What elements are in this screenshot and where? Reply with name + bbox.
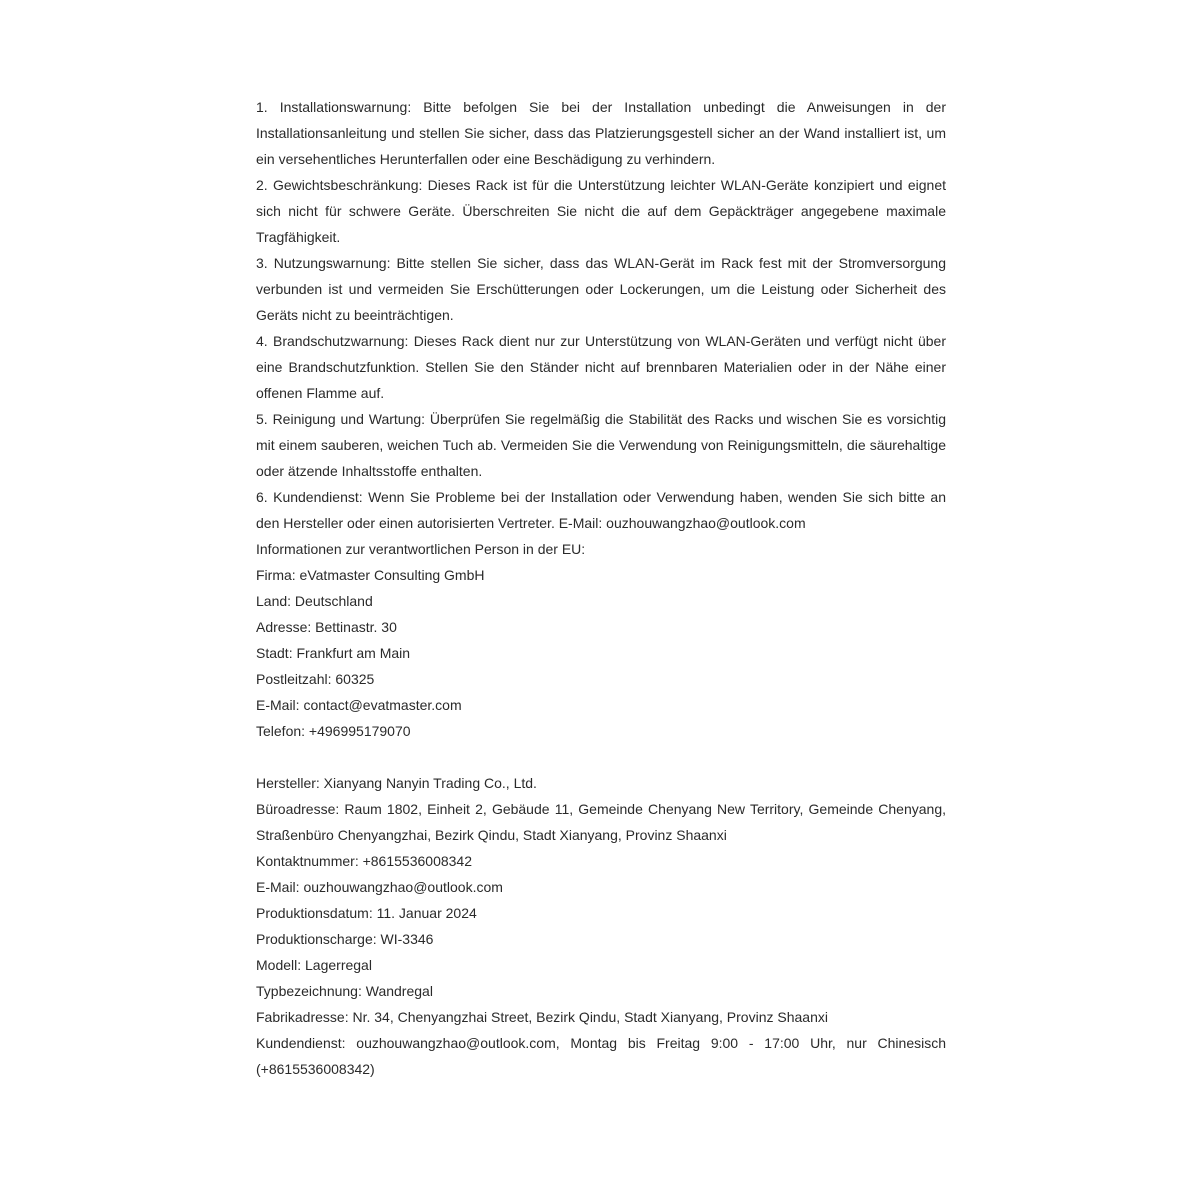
manufacturer-email: E-Mail: ouzhouwangzhao@outlook.com — [256, 879, 503, 895]
usage-warning: 3. Nutzungswarnung: Bitte stellen Sie sicher, dass das WLAN-Gerät im Rack fest mit der Stromversorgung verbunden ist und vermeiden Sie Erschütterungen oder Lockerungen, um die Leistung oder Sicherheit des Geräts nicht zu beeinträchtigen. — [256, 255, 946, 323]
model: Modell: Lagerregal — [256, 957, 372, 973]
fire-protection-warning: 4. Brandschutzwarnung: Dieses Rack dient nur zur Unterstützung von WLAN-Geräten und verfügt nicht über eine Brandschutzfunktion. Stellen Sie den Ständer nicht auf brennbaren Materialien oder in der Nähe einer offenen Flamme auf. — [256, 333, 946, 401]
section-spacer — [256, 744, 946, 770]
eu-postleitzahl: Postleitzahl: 60325 — [256, 671, 375, 687]
customer-service-note: 6. Kundendienst: Wenn Sie Probleme bei der Installation oder Verwendung haben, wenden Sie sich bitte an den Hersteller oder einen autorisierten Vertreter. E-Mail: ouzhouwangzhao@outlook.com — [256, 489, 946, 531]
eu-telefon: Telefon: +496995179070 — [256, 723, 411, 739]
factory-address: Fabrikadresse: Nr. 34, Chenyangzhai Street, Bezirk Qindu, Stadt Xianyang, Provinz Shaanxi — [256, 1009, 828, 1025]
installation-warning: 1. Installationswarnung: Bitte befolgen Sie bei der Installation unbedingt die Anweisungen in der Installationsanleitung und stellen Sie sicher, dass das Platzierungsgestell sicher an der Wand installiert ist, um ein versehentliches Herunterfallen oder eine Beschädigung zu verhindern. — [256, 99, 946, 167]
type-designation: Typbezeichnung: Wandregal — [256, 983, 433, 999]
eu-person-heading: Informationen zur verantwortlichen Person in der EU: — [256, 541, 586, 557]
eu-email: E-Mail: contact@evatmaster.com — [256, 697, 462, 713]
manufacturer-office-address: Büroadresse: Raum 1802, Einheit 2, Gebäude 11, Gemeinde Chenyang New Territory, Gemeinde Chenyang, Straßenbüro Chenyangzhai, Bezirk Qindu, Stadt Xianyang, Provinz Shaanxi — [256, 801, 946, 843]
eu-adresse: Adresse: Bettinastr. 30 — [256, 619, 397, 635]
manufacturer-customer-service: Kundendienst: ouzhouwangzhao@outlook.com, Montag bis Freitag 9:00 - 17:00 Uhr, nur Chinesisch (+8615536008342) — [256, 1035, 946, 1077]
manufacturer-name: Hersteller: Xianyang Nanyin Trading Co., Ltd. — [256, 775, 537, 791]
eu-stadt: Stadt: Frankfurt am Main — [256, 645, 411, 661]
document-body — [256, 94, 946, 1082]
eu-land: Land: Deutschland — [256, 593, 373, 609]
manufacturer-contact-number: Kontaktnummer: +8615536008342 — [256, 853, 472, 869]
production-batch: Produktionscharge: WI-3346 — [256, 931, 434, 947]
cleaning-maintenance-note: 5. Reinigung und Wartung: Überprüfen Sie regelmäßig die Stabilität des Racks und wischen Sie es vorsichtig mit einem sauberen, weichen Tuch ab. Vermeiden Sie die Verwendung von Reinigungsmitteln, die säurehaltige oder ätzende Inhaltsstoffe enthalten. — [256, 411, 946, 479]
production-date: Produktionsdatum: 11. Januar 2024 — [256, 905, 477, 921]
eu-firma: Firma: eVatmaster Consulting GmbH — [256, 567, 485, 583]
weight-limit-warning: 2. Gewichtsbeschränkung: Dieses Rack ist für die Unterstützung leichter WLAN-Geräte konzipiert und eignet sich nicht für schwere Geräte. Überschreiten Sie nicht die auf dem Gepäckträger angegebene maximale Tragfähigkeit. — [256, 177, 946, 245]
